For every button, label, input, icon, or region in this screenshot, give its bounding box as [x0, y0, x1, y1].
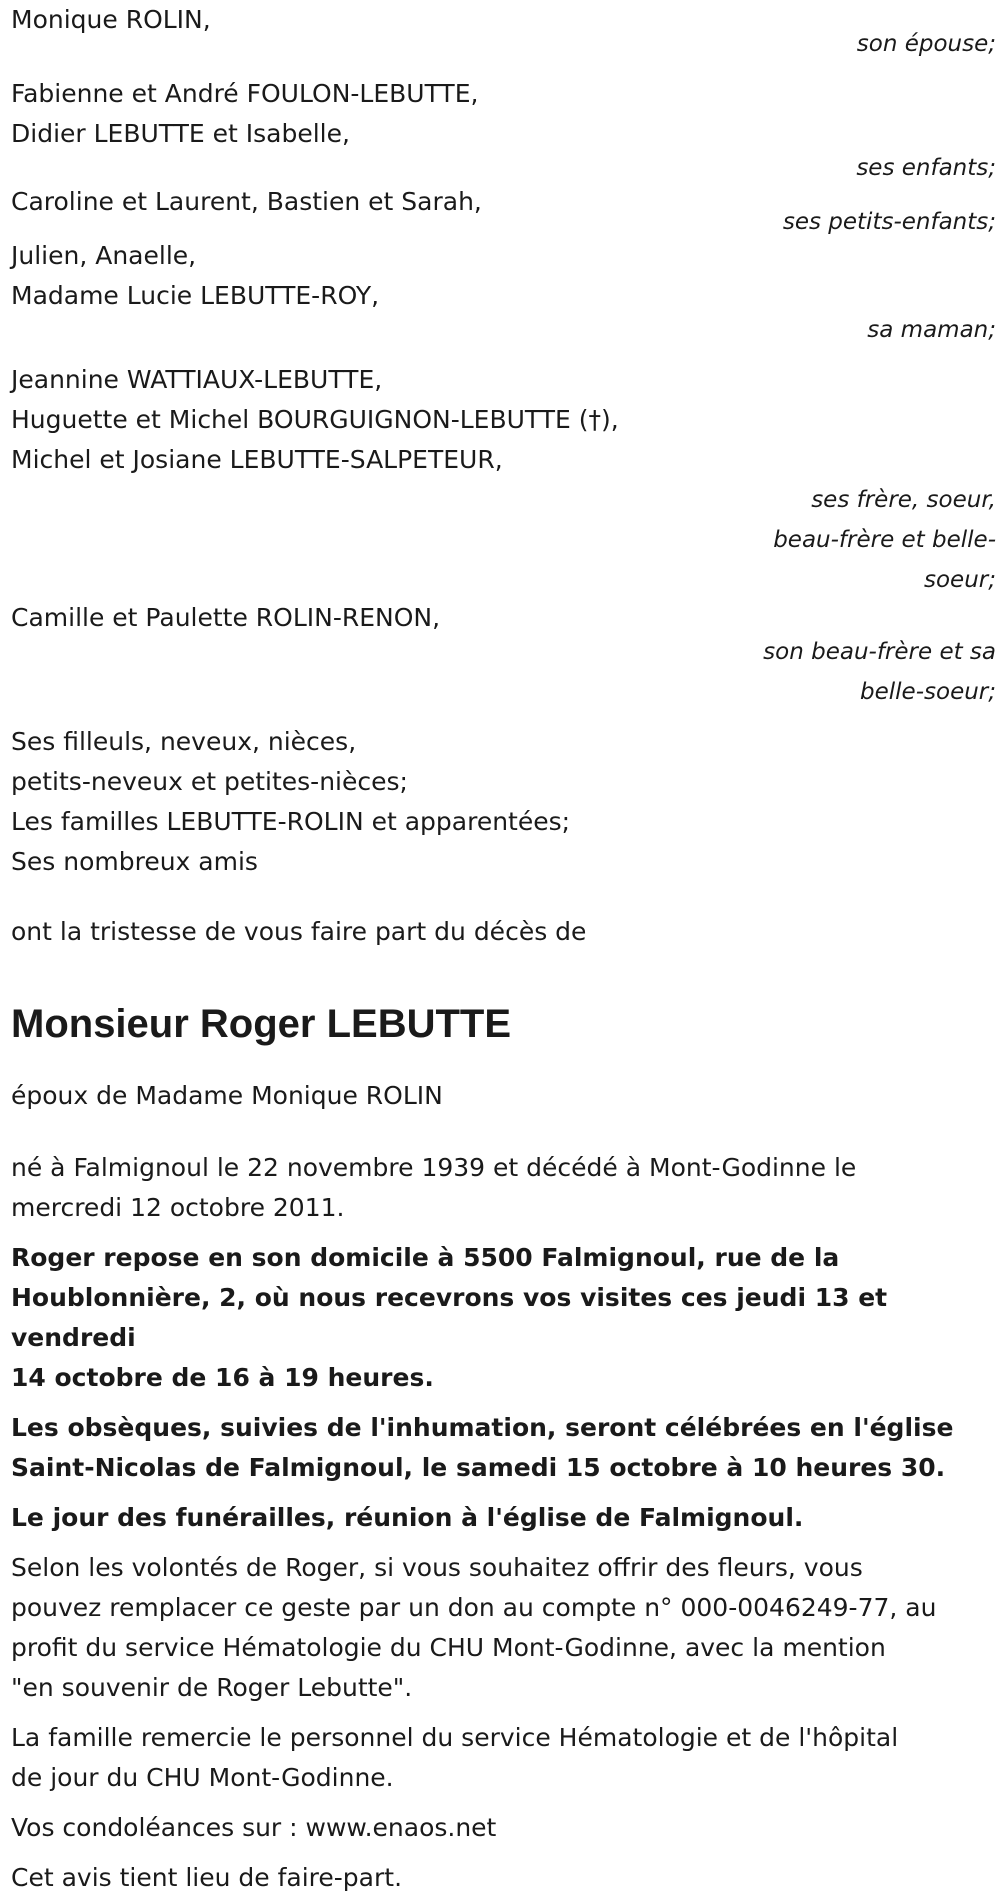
- relation-label: ses enfants;: [856, 155, 996, 181]
- relation-line: belle-soeur;: [860, 679, 996, 705]
- family-group: [11, 74, 996, 154]
- family-name-line: Julien, Anaelle,: [11, 241, 197, 270]
- flowers-paragraph: [11, 1548, 996, 1708]
- thanks-paragraph: [11, 1718, 996, 1798]
- family-group: [11, 360, 996, 480]
- visit-paragraph: [11, 1238, 996, 1398]
- others-line: Ses filleuls, neveux, nièces,: [11, 727, 357, 756]
- relation-line: soeur;: [924, 567, 996, 593]
- family-name-line: Caroline et Laurent, Bastien et Sarah,: [11, 187, 482, 216]
- others-group: [11, 722, 996, 882]
- family-name-line: Camille et Paulette ROLIN-RENON,: [11, 603, 441, 632]
- others-line: Les familles LEBUTTE-ROLIN et apparentées;: [11, 807, 571, 836]
- relation-line: ses frère, soeur,: [811, 487, 996, 513]
- thanks-line: de jour du CHU Mont-Godinne.: [11, 1763, 394, 1792]
- funeral-paragraph: [11, 1408, 996, 1488]
- thanks-line: La famille remercie le personnel du service Hématologie et de l'hôpital: [11, 1723, 899, 1752]
- flowers-line: pouvez remplacer ce geste par un don au compte n° 000-0046249-77, au: [11, 1593, 937, 1622]
- flowers-line: profit du service Hématologie du CHU Mont-Godinne, avec la mention: [11, 1633, 886, 1662]
- funeral-line: Les obsèques, suivies de l'inhumation, seront célébrées en l'église: [11, 1413, 954, 1442]
- family-name-line: Didier LEBUTTE et Isabelle,: [11, 119, 350, 148]
- relation-label: [641, 632, 996, 712]
- flowers-line: "en souvenir de Roger Lebutte".: [11, 1673, 413, 1702]
- visit-line: Roger repose en son domicile à 5500 Falmignoul, rue de la: [11, 1243, 840, 1272]
- announcement-text: ont la tristesse de vous faire part du décès de: [11, 917, 587, 946]
- deceased-name: Monsieur Roger LEBUTTE: [11, 1002, 512, 1046]
- birth-death-paragraph: [11, 1148, 996, 1228]
- family-name-line: Huguette et Michel BOURGUIGNON-LEBUTTE (†),: [11, 405, 619, 434]
- family-name-line: Fabienne et André FOULON-LEBUTTE,: [11, 79, 479, 108]
- relation-label: [641, 480, 996, 600]
- closing-line: Cet avis tient lieu de faire-part.: [11, 1863, 403, 1892]
- relation-line: beau-frère et belle-: [773, 527, 996, 553]
- condolences-line: Vos condoléances sur : www.enaos.net: [11, 1813, 497, 1842]
- visit-line: 14 octobre de 16 à 19 heures.: [11, 1363, 434, 1392]
- obituary-text: [11, 0, 996, 1898]
- family-group: [11, 236, 996, 316]
- others-line: petits-neveux et petites-nièces;: [11, 767, 408, 796]
- birth-death-line: mercredi 12 octobre 2011.: [11, 1193, 345, 1222]
- family-name-line: Madame Lucie LEBUTTE-ROY,: [11, 281, 380, 310]
- family-name-line: Jeannine WATTIAUX-LEBUTTE,: [11, 365, 383, 394]
- spouse-line: époux de Madame Monique ROLIN: [11, 1081, 443, 1110]
- relation-line: son beau-frère et sa: [763, 639, 996, 665]
- visit-line: Houblonnière, 2, où nous recevrons vos visites ces jeudi 13 et vendredi: [11, 1283, 888, 1352]
- relation-label: ses petits-enfants;: [782, 209, 996, 235]
- relation-label: sa maman;: [867, 317, 996, 343]
- family-name-line: Michel et Josiane LEBUTTE-SALPETEUR,: [11, 445, 503, 474]
- funeral-line: Saint-Nicolas de Falmignoul, le samedi 15 octobre à 10 heures 30.: [11, 1453, 946, 1482]
- flowers-line: Selon les volontés de Roger, si vous souhaitez offrir des fleurs, vous: [11, 1553, 863, 1582]
- family-name-line: Monique ROLIN,: [11, 5, 211, 34]
- meeting-paragraph: Le jour des funérailles, réunion à l'église de Falmignoul.: [11, 1503, 804, 1532]
- relation-label: son épouse;: [856, 31, 996, 57]
- others-line: Ses nombreux amis: [11, 847, 258, 876]
- birth-death-line: né à Falmignoul le 22 novembre 1939 et décédé à Mont-Godinne le: [11, 1153, 857, 1182]
